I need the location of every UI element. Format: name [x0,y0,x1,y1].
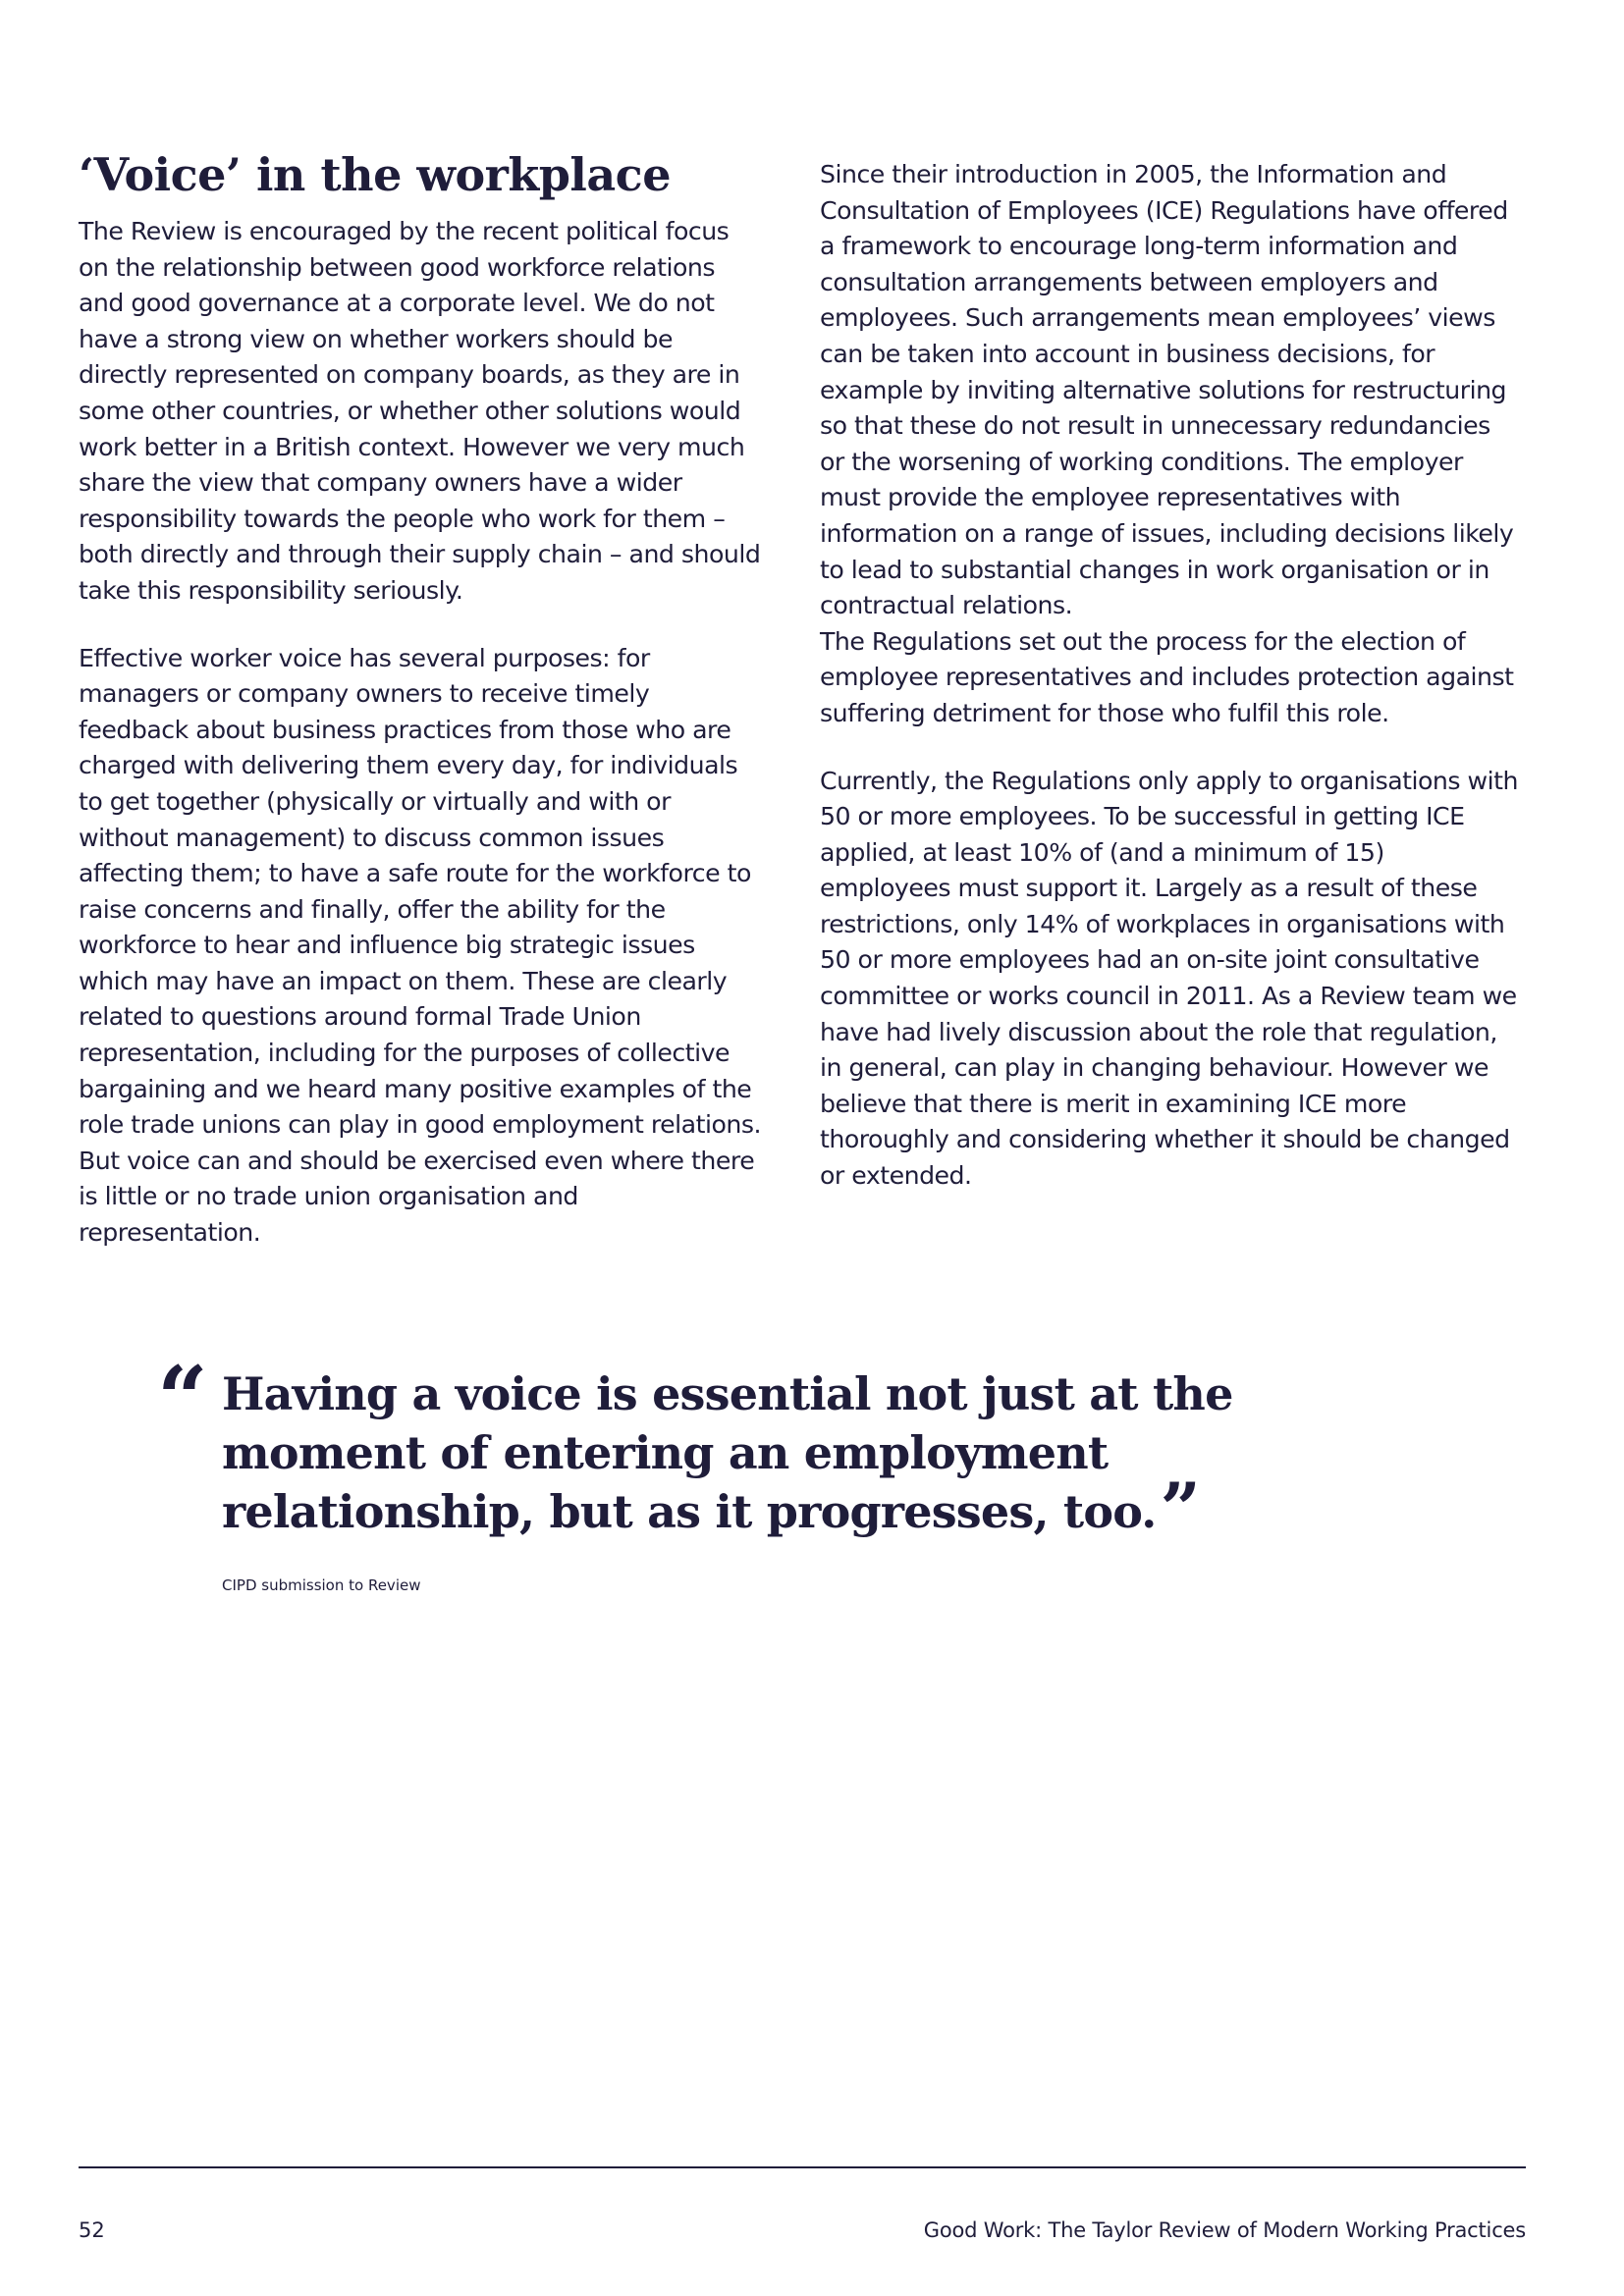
paragraph-ice-regulations: Since their introduction in 2005, the Information and Consultation of Employees (ICE) Regulations have offered a framework to encourage long-term information and consultation arrangements between employers and employees. Such arrangements mean employees’ views can be taken into account in business decisions, for example by inviting alternative solutions for restructuring so that these do not result in unnecessary redundancies or the worsening of working conditions. The employer must provide the employee representatives with information on a range of issues, including decisions likely to lead to substantial changes in work organisation or in contractual relations. [820,160,1514,620]
paragraph-worker-voice: Effective worker voice has several purposes: for managers or company owners to receive timely feedback about business practices from those who are charged with delivering them every day, for individuals to get together (physically or virtually and with or without management) to discuss common issues affecting them; to have a safe route for the workforce to raise concerns and finally, offer the ability for the workforce to hear and influence big strategic issues which may have an impact on them. These are clearly related to questions around formal Trade Union representation, including for the purposes of collective bargaining and we heard many positive examples of the role trade unions can play in good employment relations. But voice can and should be exercised even where there is little or no trade union organisation and representation. [79,643,761,1248]
quote-source: CIPD submission to Review [222,1576,421,1594]
pull-quote [157,1347,1414,1550]
paragraph-current-scope: Currently, the Regulations only apply to organisations with 50 or more employees. To be successful in getting ICE applied, at least 10% of (and a minimum of 15) employees must support it. Largely as a result of these restrictions, only 14% of workplaces in organisations with 50 or more employees had an on-site joint consultative committee or works council in 2011. As a Review team we have had lively discussion about the role that regulation, in general, can play in changing behaviour. However we believe that there is merit in examining ICE more thoroughly and considering whether it should be changed or extended. [820,766,1518,1191]
section-heading: ‘Voice’ in the workplace [79,148,671,201]
quote-text: Having a voice is essential not just at the moment of entering an employment relationship, but as it progresses, too. [222,1367,1233,1538]
right-column [820,157,1519,1226]
left-column [79,147,766,1283]
page-number: 52 [79,2218,105,2242]
close-quote-mark: ” [1160,1467,1201,1550]
paragraph-election-process: The Regulations set out the process for the election of employee representatives and includes protection against suffering detriment for those who fulfil this role. [820,626,1514,727]
quote-text-block [222,1364,1414,1550]
open-quote-mark: “ [157,1347,208,1451]
footer-divider [79,2166,1526,2168]
publication-title: Good Work: The Taylor Review of Modern Working Practices [923,2218,1526,2242]
paragraph-governance: The Review is encouraged by the recent political focus on the relationship between good workforce relations and good governance at a corporate level. We do not have a strong view on whether workers should be directly represented on company boards, as they are in some other countries, or whether other solutions would work better in a British context. However we very much share the view that company owners have a wider responsibility towards the people who work for them – both directly and through their supply chain – and should take this responsibility seriously. [79,217,761,605]
